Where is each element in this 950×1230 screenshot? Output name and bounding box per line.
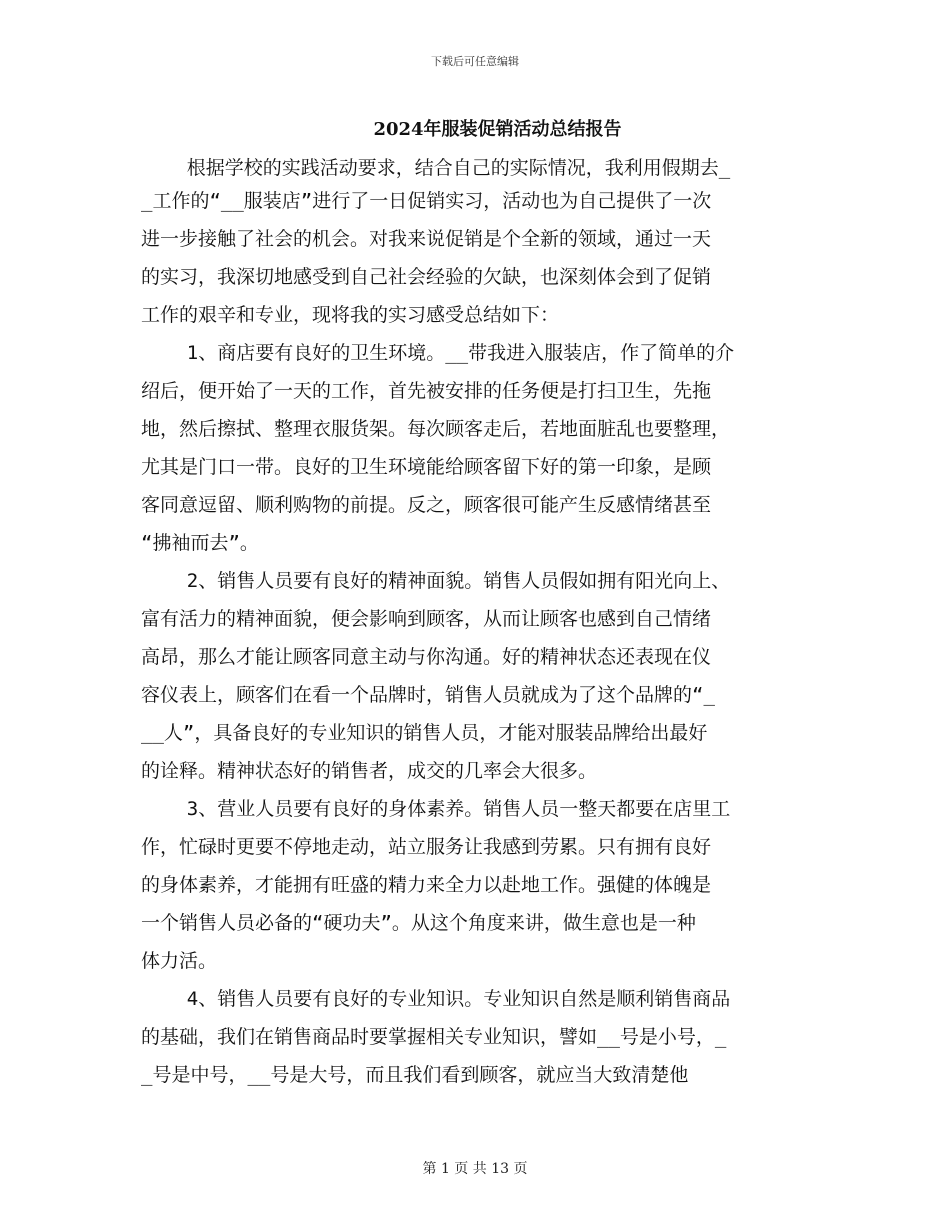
text-line: 根据学校的实践活动要求，结合自己的实际情况，我利用假期去_ — [141, 157, 731, 179]
text-line: 地，然后擦拭、整理衣服货架。每次顾客走后，若地面脏乱也要整理， — [141, 418, 731, 440]
text-line: 一个销售人员必备的“硬功夫”。从这个角度来讲，做生意也是一种 — [141, 912, 696, 934]
text-line: 高昂，那么才能让顾客同意主动与你沟通。好的精神状态还表现在仪 — [141, 646, 712, 668]
text-line: 体力活。 — [141, 950, 218, 972]
text-line: 1、商店要有良好的卫生环境。__带我进入服装店，作了简单的介 — [141, 342, 735, 364]
text-line: 尤其是门口一带。良好的卫生环境能给顾客留下好的第一印象，是顾 — [141, 456, 712, 478]
text-line: 绍后，便开始了一天的工作，首先被安排的任务便是打扫卫生，先拖 — [141, 380, 712, 402]
text-line: 3、营业人员要有良好的身体素养。销售人员一整天都要在店里工 — [141, 798, 731, 820]
page-footer: 第 1 页 共 13 页 — [422, 1161, 528, 1177]
text-line: _号是中号，__号是大号，而且我们看到顾客，就应当大致清楚他 — [141, 1064, 689, 1086]
text-line: __人”，具备良好的专业知识的销售人员，才能对服装品牌给出最好 — [141, 722, 708, 744]
document-title: 2024年服装促销活动总结报告 — [373, 119, 622, 140]
text-line: 进一步接触了社会的机会。对我来说促销是个全新的领域，通过一天 — [141, 228, 712, 250]
header-note: 下载后可任意编辑 — [431, 55, 519, 68]
text-line: _工作的“__服装店”进行了一日促销实习，活动也为自己提供了一次 — [141, 190, 712, 212]
text-line: 作，忙碌时更要不停地走动，站立服务让我感到劳累。只有拥有良好 — [141, 836, 712, 858]
text-line: 工作的艰辛和专业，现将我的实习感受总结如下： — [141, 304, 560, 326]
text-line: 的实习，我深切地感受到自己社会经验的欠缺，也深刻体会到了促销 — [141, 266, 712, 288]
text-line: 的基础，我们在销售商品时要掌握相关专业知识，譬如__号是小号，_ — [141, 1026, 727, 1048]
text-line: 容仪表上，顾客们在看一个品牌时，销售人员就成为了这个品牌的“_ — [141, 684, 715, 706]
text-line: 的身体素养，才能拥有旺盛的精力来全力以赴地工作。强健的体魄是 — [141, 874, 712, 896]
text-line: 富有活力的精神面貌，便会影响到顾客，从而让顾客也感到自己情绪 — [141, 608, 712, 630]
text-line: 的诠释。精神状态好的销售者，成交的几率会大很多。 — [141, 760, 598, 782]
text-line: 客同意逗留、顺利购物的前提。反之，顾客很可能产生反感情绪甚至 — [141, 494, 712, 516]
text-line: “拂袖而去”。 — [141, 532, 259, 554]
text-line: 4、销售人员要有良好的专业知识。专业知识自然是顺利销售商品 — [141, 988, 731, 1010]
text-line: 2、销售人员要有良好的精神面貌。销售人员假如拥有阳光向上、 — [141, 570, 731, 592]
